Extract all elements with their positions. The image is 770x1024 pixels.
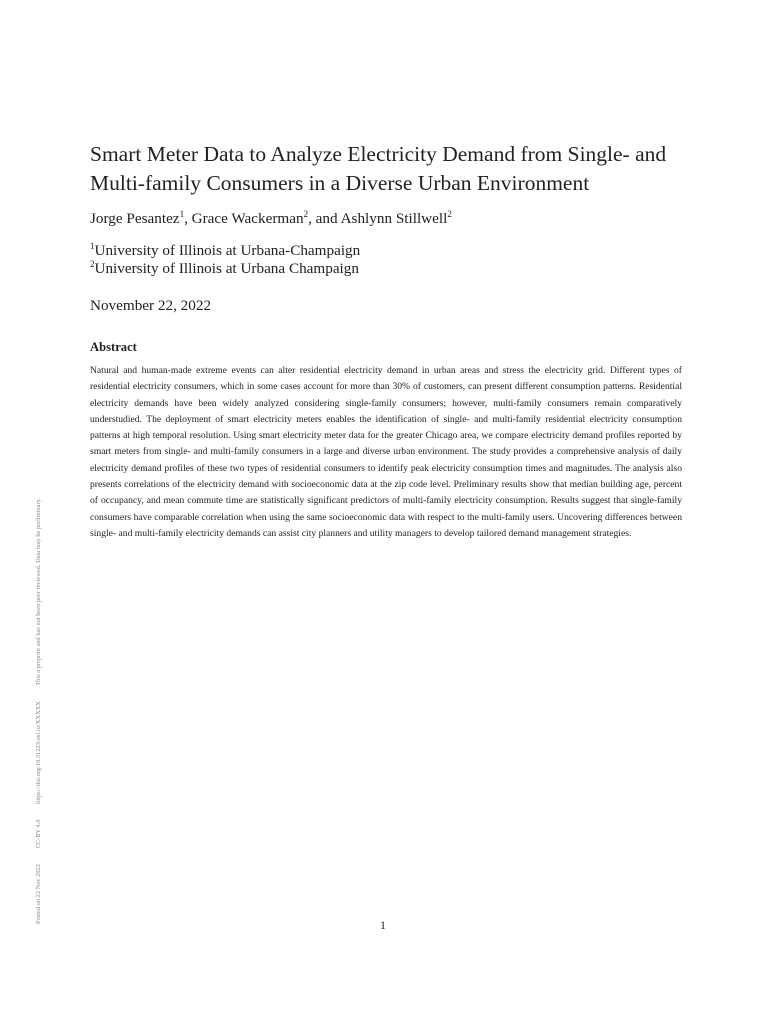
author-list: [90, 209, 452, 229]
author-name: Ashlynn Stillwell: [340, 210, 448, 227]
affiliation-number: 1: [90, 241, 95, 251]
affiliation-marker: 2: [447, 209, 452, 219]
affiliation-number: 2: [90, 258, 95, 269]
posted-date: Posted on 22 Nov 2022: [35, 863, 42, 924]
author-name: Jorge Pesantez: [90, 210, 180, 227]
preprint-notice: This a preprint and has not been peer reviewed. Data may be preliminary.: [35, 498, 42, 686]
affiliation-marker: 1: [179, 209, 185, 219]
abstract-heading: Abstract: [90, 340, 137, 354]
affiliation: [90, 260, 360, 278]
abstract-text: Natural and human-made extreme events can alter residential electricity demand in urban areas and stress the electricity grid. Different types of residential electricity consumers, which in some cases account for more than 30% of customers, can present different consumption patterns. Residential electricity demands have been widely analyzed considering single-family consumers; however, multi-family consumers remain comparatively understudied. The deployment of smart electricity meters enables the identification of single- and multi-family residential electricity consumption patterns at high temporal resolution. Using smart electricity meter data for the greater Chicago area, we compare electricity demand profiles reported by smart meters from single- and multi-family consumers in a large and diverse urban environment. The study provides a comprehensive analysis of daily electricity demand profiles of these two types of residential consumers to identify peak electricity consumption times and magnitudes. The analysis also presents correlations of the electricity demand with socioeconomic data at the zip code level. Preliminary results show that median building age, percent of occupancy, and mean commute time are statistically significant predictors of multi-family electricity consumption. Results suggest that single-family consumers have comparable correlation when using the same socioeconomic data with respect to the multi-family users. Uncovering differences between single- and multi-family electricity demands can assist city planners and utility managers to develop tailored demand management strategies.: [90, 365, 682, 539]
affiliation-name: University of Illinois at Urbana-Champaign: [94, 242, 361, 259]
doi-link[interactable]: https://doi.org/10.31223/osf.io/XXXXX: [35, 701, 42, 804]
author-name: Grace Wackerman: [191, 210, 304, 227]
author-separator: ,: [184, 210, 192, 227]
page-number: 1: [380, 918, 386, 932]
affiliation-name: University of Illinois at Urbana Champaign: [94, 259, 359, 277]
preprint-sidebar: [35, 484, 42, 924]
publication-date: November 22, 2022: [90, 297, 212, 314]
paper-title: Smart Meter Data to Analyze Electricity Demand from Single- and Multi-family Consumers in a Diverse Urban Environment: [90, 142, 667, 195]
affiliation: [90, 242, 360, 260]
license-label: CC-BY 4.0: [35, 819, 42, 849]
affiliation-list: [90, 242, 360, 277]
author-separator: , and: [308, 210, 341, 227]
affiliation-marker: 2: [303, 209, 309, 219]
